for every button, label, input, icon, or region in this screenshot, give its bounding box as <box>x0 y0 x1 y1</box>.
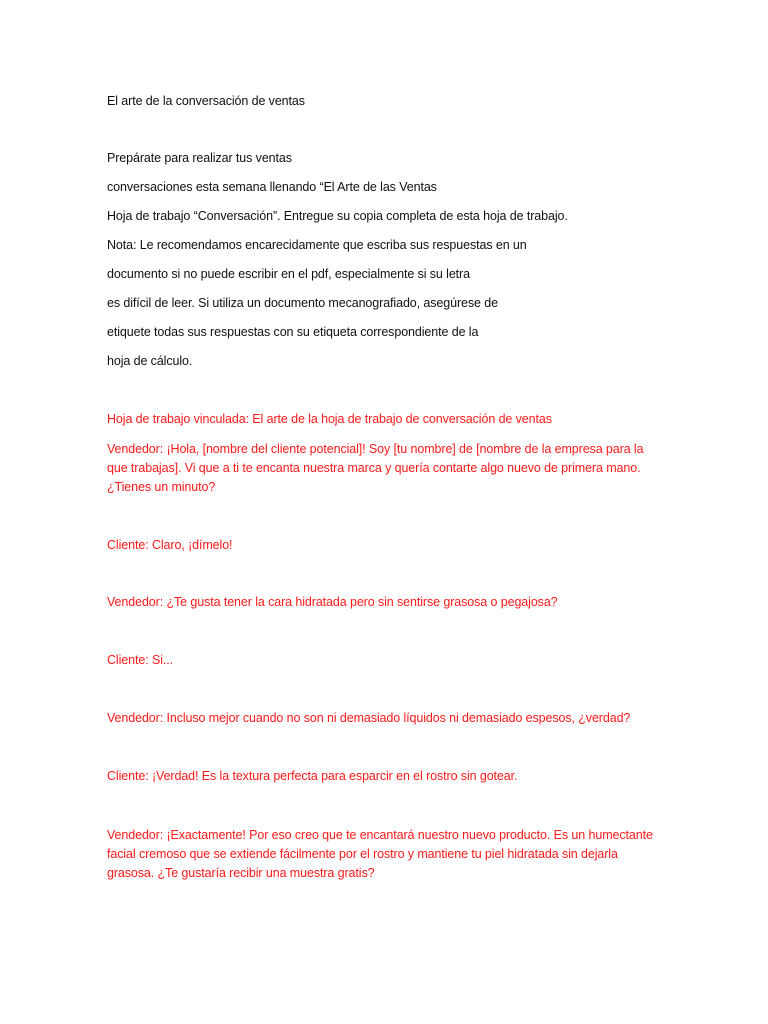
dialogue-line: Vendedor: ¿Te gusta tener la cara hidratada pero sin sentirse grasosa o pegajosa? <box>107 595 558 609</box>
instruction-line: es difícil de leer. Si utiliza un documento mecanografiado, asegúrese de <box>107 296 498 310</box>
instruction-line: Prepárate para realizar tus ventas <box>107 151 292 165</box>
dialogue-line: Vendedor: Incluso mejor cuando no son ni demasiado líquidos ni demasiado espesos, ¿verdad? <box>107 711 631 725</box>
document-title: El arte de la conversación de ventas <box>107 94 305 108</box>
dialogue-line: Cliente: Si... <box>107 653 173 667</box>
dialogue-line: Vendedor: ¡Exactamente! Por eso creo que te encantará nuestro nuevo producto. Es un humectante facial cremoso que se extiende fácilmente por el rostro y mantiene tu piel hidratada sin dejarla grasosa. ¿Te gustaría recibir una muestra gratis? <box>107 828 653 880</box>
instruction-line: conversaciones esta semana llenando “El Arte de las Ventas <box>107 180 437 194</box>
linked-worksheet-heading: Hoja de trabajo vinculada: El arte de la hoja de trabajo de conversación de ventas <box>107 412 552 426</box>
dialogue-line: Vendedor: ¡Hola, [nombre del cliente potencial]! Soy [tu nombre] de [nombre de la empresa para la que trabajas]. Vi que a ti te encanta nuestra marca y quería contarte algo nuevo de primera mano. ¿Tienes un minuto? <box>107 442 644 494</box>
instruction-line: hoja de cálculo. <box>107 354 193 368</box>
instruction-line: etiquete todas sus respuestas con su etiqueta correspondiente de la <box>107 325 479 339</box>
instruction-line: Nota: Le recomendamos encarecidamente que escriba sus respuestas en un <box>107 238 527 252</box>
dialogue-line: Cliente: Claro, ¡dímelo! <box>107 538 233 552</box>
dialogue-line: Cliente: ¡Verdad! Es la textura perfecta para esparcir en el rostro sin gotear. <box>107 769 518 783</box>
instruction-line: Hoja de trabajo “Conversación”. Entregue su copia completa de esta hoja de trabajo. <box>107 209 568 223</box>
instruction-line: documento si no puede escribir en el pdf, especialmente si su letra <box>107 267 470 281</box>
